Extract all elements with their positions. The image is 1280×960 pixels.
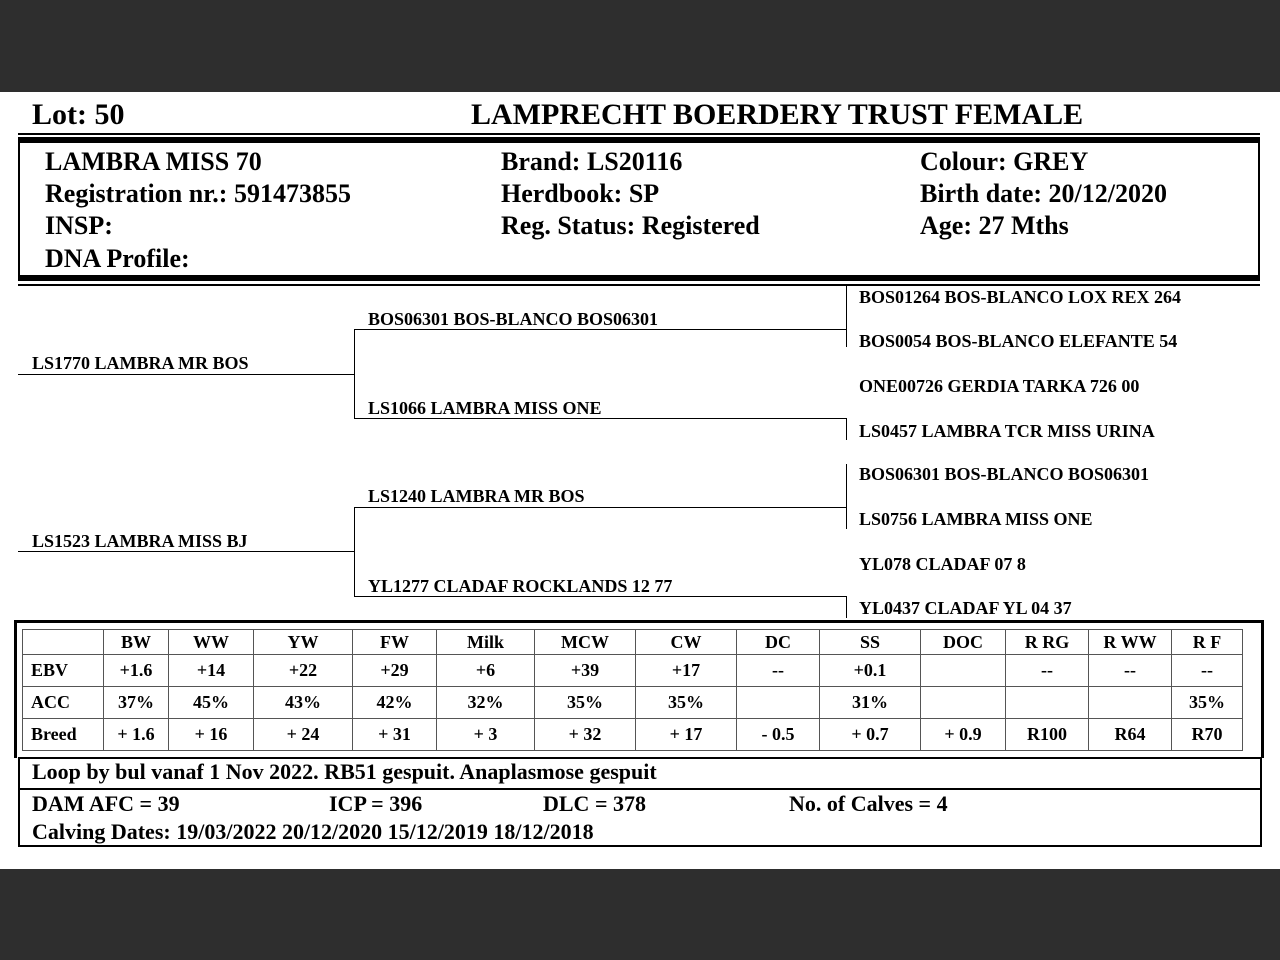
ebv-cell: +0.1 <box>820 655 921 687</box>
ebv-cell: +14 <box>169 655 254 687</box>
ebv-header-cell: MCW <box>535 630 636 655</box>
sire-line <box>18 374 354 375</box>
info-rule-thick <box>18 275 1260 281</box>
ebv-cell: 35% <box>636 687 737 719</box>
ebv-header-cell: DC <box>737 630 820 655</box>
ebv-cell <box>921 687 1006 719</box>
ebv-cell: +39 <box>535 655 636 687</box>
registration-number: Registration nr.: 591473855 <box>45 179 351 208</box>
ggp-bracket-6 <box>846 596 847 618</box>
ebv-cell: -- <box>737 655 820 687</box>
sd-line <box>354 418 846 419</box>
ebv-row-label: EBV <box>23 655 104 687</box>
ebv-table <box>22 629 1243 751</box>
ebv-cell: 43% <box>254 687 353 719</box>
ggp-bracket-5 <box>846 507 847 529</box>
calves-count: No. of Calves = 4 <box>789 791 948 816</box>
notes-divider <box>18 788 1260 790</box>
ebv-cell: R70 <box>1172 719 1243 751</box>
ggp-bracket-1 <box>846 286 847 329</box>
ebv-row-acc <box>23 687 1243 719</box>
ebv-header-cell: Milk <box>437 630 535 655</box>
pedigree-sire-sire: BOS06301 BOS-BLANCO BOS06301 <box>368 309 659 329</box>
ebv-cell: -- <box>1006 655 1089 687</box>
pedigree-dam: LS1523 LAMBRA MISS BJ <box>32 531 248 551</box>
ebv-cell: R64 <box>1089 719 1172 751</box>
ebv-header-cell: WW <box>169 630 254 655</box>
reg-status-field: Reg. Status: Registered <box>501 211 760 240</box>
pedigree-ggp-8: YL0437 CLADAF YL 04 37 <box>859 598 1072 618</box>
ebv-cell: + 32 <box>535 719 636 751</box>
ss-line <box>354 329 846 330</box>
pedigree-sire-dam: LS1066 LAMBRA MISS ONE <box>368 398 602 418</box>
info-rule-thin <box>18 284 1260 286</box>
dam-line <box>18 551 354 552</box>
calving-dates: Calving Dates: 19/03/2022 20/12/2020 15/12/2019 18/12/2018 <box>32 819 594 844</box>
ebv-cell <box>737 687 820 719</box>
ebv-cell: 37% <box>104 687 169 719</box>
ebv-header-cell: BW <box>104 630 169 655</box>
dlc-value: DLC = 378 <box>543 791 646 816</box>
ebv-header-cell: DOC <box>921 630 1006 655</box>
ebv-header-cell: YW <box>254 630 353 655</box>
ebv-header-cell: CW <box>636 630 737 655</box>
pedigree-sire: LS1770 LAMBRA MR BOS <box>32 353 249 373</box>
ebv-cell: 31% <box>820 687 921 719</box>
colour-field: Colour: GREY <box>920 147 1089 176</box>
ebv-header-cell <box>23 630 104 655</box>
ebv-cell <box>921 655 1006 687</box>
info-right-border <box>1258 143 1260 275</box>
brand-field: Brand: LS20116 <box>501 147 683 176</box>
pedigree-ggp-1: BOS01264 BOS-BLANCO LOX REX 264 <box>859 287 1182 307</box>
ebv-row-label: Breed <box>23 719 104 751</box>
pedigree-dam-dam: YL1277 CLADAF ROCKLANDS 12 77 <box>368 576 673 596</box>
ebv-row-label: ACC <box>23 687 104 719</box>
ggp-bracket-3 <box>846 418 847 440</box>
ebv-cell: + 1.6 <box>104 719 169 751</box>
dam-afc: DAM AFC = 39 <box>32 791 180 816</box>
ebv-cell: 32% <box>437 687 535 719</box>
ebv-header-cell: SS <box>820 630 921 655</box>
ebv-cell: R100 <box>1006 719 1089 751</box>
ebv-cell: 45% <box>169 687 254 719</box>
ebv-cell: + 3 <box>437 719 535 751</box>
ebv-cell: 35% <box>535 687 636 719</box>
ebv-cell <box>1089 687 1172 719</box>
ebv-cell: - 0.5 <box>737 719 820 751</box>
ebv-header-cell: R F <box>1172 630 1243 655</box>
ebv-cell: +6 <box>437 655 535 687</box>
ds-line <box>354 507 846 508</box>
pedigree-dam-sire: LS1240 LAMBRA MR BOS <box>368 486 585 506</box>
ebv-cell: +29 <box>353 655 437 687</box>
lot-card <box>0 92 1280 869</box>
info-left-border <box>18 143 20 275</box>
ebv-cell: +1.6 <box>104 655 169 687</box>
remark-text: Loop by bul vanaf 1 Nov 2022. RB51 gespuit. Anaplasmose gespuit <box>32 759 657 784</box>
ebv-row-ebv <box>23 655 1243 687</box>
ebv-cell <box>1006 687 1089 719</box>
ebv-cell: + 0.9 <box>921 719 1006 751</box>
pedigree-ggp-4: LS0457 LAMBRA TCR MISS URINA <box>859 421 1155 441</box>
ebv-cell: + 31 <box>353 719 437 751</box>
dna-profile: DNA Profile: <box>45 244 190 273</box>
insp-field: INSP: <box>45 211 113 240</box>
dd-line <box>354 596 846 597</box>
ebv-header-cell: FW <box>353 630 437 655</box>
ebv-cell: +17 <box>636 655 737 687</box>
ebv-cell: + 16 <box>169 719 254 751</box>
animal-name: LAMBRA MISS 70 <box>45 147 262 176</box>
pedigree-ggp-6: LS0756 LAMBRA MISS ONE <box>859 509 1093 529</box>
title-rule-thin <box>18 133 1260 135</box>
ebv-header-cell: R WW <box>1089 630 1172 655</box>
ebv-cell: + 0.7 <box>820 719 921 751</box>
ebv-cell: -- <box>1089 655 1172 687</box>
herdbook-field: Herdbook: SP <box>501 179 660 208</box>
icp-value: ICP = 396 <box>329 791 423 816</box>
ebv-cell: 42% <box>353 687 437 719</box>
pedigree-ggp-2: BOS0054 BOS-BLANCO ELEFANTE 54 <box>859 331 1178 351</box>
pedigree-ggp-7: YL078 CLADAF 07 8 <box>859 554 1026 574</box>
dam-bracket <box>354 507 355 597</box>
pedigree-ggp-3: ONE00726 GERDIA TARKA 726 00 <box>859 376 1140 396</box>
pedigree-ggp-5: BOS06301 BOS-BLANCO BOS06301 <box>859 464 1150 484</box>
ebv-cell: + 17 <box>636 719 737 751</box>
sire-bracket <box>354 329 355 419</box>
card-title: LAMPRECHT BOERDERY TRUST FEMALE <box>471 98 1084 131</box>
ebv-row-breed <box>23 719 1243 751</box>
ebv-cell: -- <box>1172 655 1243 687</box>
title-rule-thick <box>18 137 1260 143</box>
ebv-header-cell: R RG <box>1006 630 1089 655</box>
ebv-header-row <box>23 630 1243 655</box>
ebv-cell: 35% <box>1172 687 1243 719</box>
lot-number: Lot: 50 <box>32 98 125 131</box>
ggp-bracket-2 <box>846 329 847 347</box>
ebv-cell: + 24 <box>254 719 353 751</box>
ebv-cell: +22 <box>254 655 353 687</box>
ggp-bracket-4 <box>846 464 847 507</box>
birth-date-field: Birth date: 20/12/2020 <box>920 179 1167 208</box>
age-field: Age: 27 Mths <box>920 211 1069 240</box>
